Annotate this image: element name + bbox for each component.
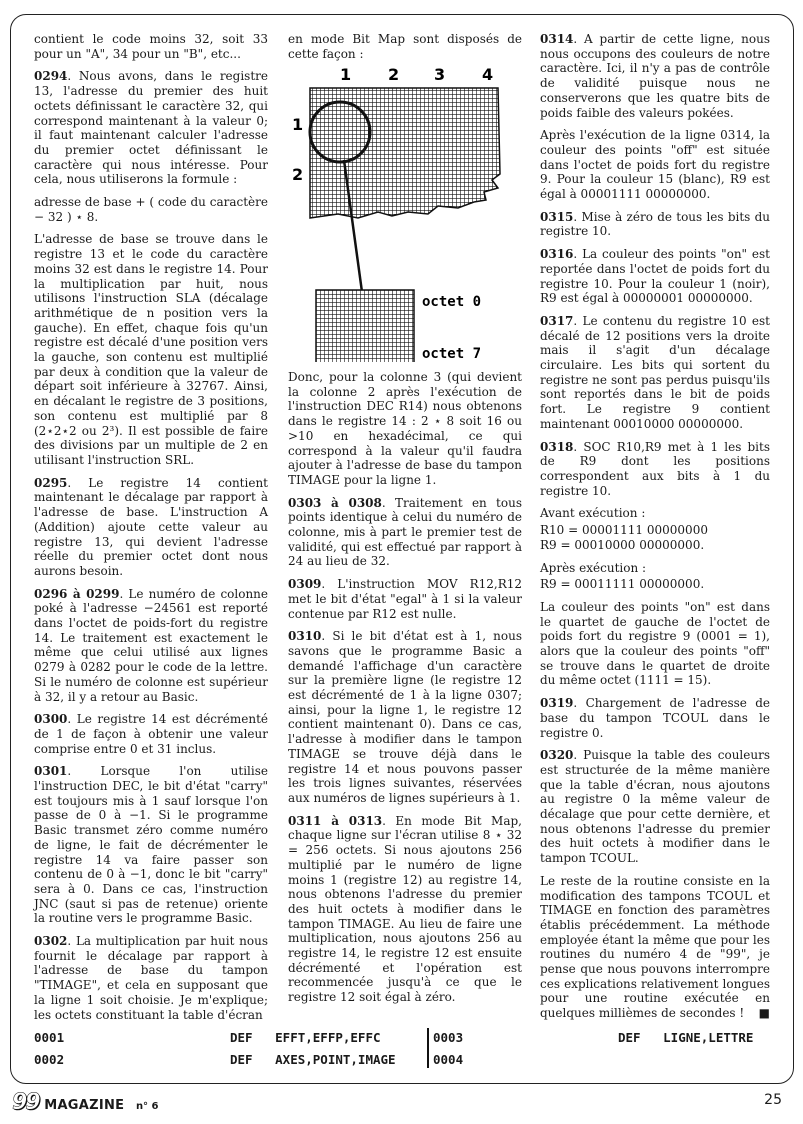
paragraph-0301: 0301. Lorsque l'on utilise l'instruction DEC, le bit d'état "carry" est toujours mis à 1 sauf lorsque l'on passe de 0 à −1. Si le programme Basic transmet zéro comme numéro de ligne, le fait de décrémenter le registre 14 va faire passer son contenu de 0 à −1, donc le bit "carry" sera à 0. Dans ce cas, l'instruction JNC (saut si pas de retenue) oriente la routine vers le programme Basic.: [34, 764, 268, 926]
paragraph-0294: 0294. Nous avons, dans le registre 13, l'adresse du premier des huit octets définissant le caractère 32, qui correspond maintenant à la valeur 0; il faut maintenant calculer l'adresse du premier octet définissant le caractère qui nous intéresse. Pour cela, nous utiliserons la formule :: [34, 69, 268, 187]
listing-code: DEF AXES,POINT,IMAGE: [230, 1052, 396, 1067]
listing-code: DEF LIGNE,LETTRE: [618, 1030, 754, 1045]
paragraph-0311: 0311 à 0313. En mode Bit Map, chaque ligne sur l'écran utilise 8 ⋆ 32 = 256 octets. Si nous ajoutons 256 multiplié par le numéro de ligne moins 1 (registre 12) au registre 14, nous obtenons l'adresse du premier des huit octets à modifier dans le tampon TIMAGE. Au lieu de faire une multiplication, nous ajoutons 256 au registre 14, le registre 12 est ensuite décrémenté et l'opération est recommencée jusqu'à ce que le registre 12 soit égal à zéro.: [288, 813, 522, 1005]
logo-text: MAGAZINE: [44, 1098, 125, 1113]
paragraph: La couleur des points "on" est dans le quartet de gauche de l'octet de poids fort du registre 9 (0001 = 1), alors que la couleur des points "off" se trouve dans le quartet de droite du même octet (1111 = 15).: [540, 599, 770, 688]
listing-line-number: 0004: [433, 1052, 464, 1067]
listing-line-number: 0001: [34, 1030, 65, 1045]
fig-col-label: 1: [340, 65, 352, 84]
listing-divider: [427, 1028, 429, 1068]
octet-grid: [316, 290, 414, 362]
fig-col-label: 3: [434, 65, 446, 84]
page-footer: [12, 1090, 792, 1116]
paragraph: Avant exécution :: [540, 506, 646, 521]
paragraph-0316: 0316. La couleur des points "on" est reportée dans l'octet de poids fort du registre 10. Pour la couleur 1 (noir), R9 est égal à 00000001 00000000.: [540, 247, 770, 306]
listing-code: DEF EFFT,EFFP,EFFC: [230, 1030, 381, 1045]
fig-col-label: 2: [388, 65, 400, 84]
paragraph: Donc, pour la colonne 3 (qui devient la colonne 2 après l'exécution de l'instruction DEC R14) nous obtenons dans le registre 14 : 2 ⋆ 8 soit 16 ou >10 en hexadécimal, ce qui correspond à la valeur qu'il faudra ajouter à l'adresse de base du tampon TIMAGE pour la ligne 1.: [288, 370, 522, 487]
fig-octet-0: octet 0: [422, 294, 482, 310]
paragraph: Après l'exécution de la ligne 0314, la couleur des points "off" est située dans l'octet de poids fort du registre 9. Pour la couleur 15 (blanc), R9 est égal à 00001111 00000000.: [540, 128, 770, 202]
bitmap-screen-grid: [310, 88, 500, 218]
paragraph-0295: 0295. Le registre 14 contient maintenant le décalage par rapport à l'adresse de base. L'instruction A (Addition) ajoute cette valeur au registre 13, qui devient l'adresse réelle du premier octet dont nous aurons besoin.: [34, 475, 268, 578]
column-2-text: [288, 370, 522, 1013]
column-3: [540, 32, 770, 1029]
paragraph-0302: 0302. La multiplication par huit nous fournit le décalage par rapport à l'adresse de base du tampon "TIMAGE", et cela en supposant que la ligne 1 soit choisie. Je m'explique; les octets constituant la table d'écran: [34, 934, 268, 1022]
register-line: R9 = 00011111 00000000.: [540, 577, 705, 592]
bitmap-diagram: [288, 62, 522, 362]
logo-number: 99: [12, 1090, 39, 1115]
register-line: R10 = 00001111 00000000: [540, 523, 708, 538]
paragraph: en mode Bit Map sont disposés de cette façon :: [288, 32, 522, 61]
paragraph-0319: 0319. Chargement de l'adresse de base du tampon TCOUL dans le registre 0.: [540, 696, 770, 740]
end-mark: ■: [758, 1006, 770, 1021]
paragraph: Après exécution :: [540, 560, 647, 575]
fig-row-label: 1: [292, 115, 304, 134]
paragraph-0303: 0303 à 0308. Traitement en tous points identique à celui du numéro de colonne, mis à part le premier test de validité, qui est effectué par rapport à 24 au lieu de 32.: [288, 495, 522, 569]
paragraph-0309: 0309. L'instruction MOV R12,R12 met le bit d'état "egal" à 1 si la valeur contenue par R12 est nulle.: [288, 577, 522, 621]
paragraph-0300: 0300. Le registre 14 est décrémenté de 1 de façon à obtenir une valeur comprise entre 0 et 31 inclus.: [34, 712, 268, 756]
fig-row-label: 2: [292, 165, 304, 184]
paragraph-0315: 0315. Mise à zéro de tous les bits du registre 10.: [540, 209, 770, 239]
code-listing: [34, 1026, 774, 1070]
register-line: R9 = 00010000 00000000.: [540, 537, 705, 552]
paragraph: contient le code moins 32, soit 33 pour un "A", 34 pour un "B", etc...: [34, 32, 268, 61]
paragraph: Le reste de la routine consiste en la modification des tampons TCOUL et TIMAGE en fonction des paramètres établis précédemment. La méthode employée étant la même que pour les routines du numéro 4 de "99", je pense que nous pouvons interrompre ces explications relativement longues pour une routine exécutée en quelques millièmes de secondes ! ■: [540, 873, 770, 1021]
paragraph-0296: 0296 à 0299. Le numéro de colonne poké à l'adresse −24561 est reporté dans l'octet de poids-fort du registre 14. Le traitement est exactement le même que celui utilisé aux lignes 0279 à 0282 pour le code de la lettre. Si le numéro de colonne est supérieur à 32, il y a retour au Basic.: [34, 586, 269, 704]
paragraph: L'adresse de base se trouve dans le registre 13 et le code du caractère moins 32 est dans le registre 14. Pour la multiplication par huit, nous utilisons l'instruction SLA (décalage arithmétique de n position vers la gauche). En effet, chaque fois qu'un registre est décalé d'une position vers la gauche, son contenu est multiplié par deux à condition que la valeur de départ soit inférieure à 32767. Ainsi, en décalant le registre de 3 positions, son contenu est multiplié par 8 (2⋆2⋆2 ou 2³). Il est possible de faire des divisions par un multiple de 2 en utilisant l'instruction SRL.: [34, 232, 268, 467]
paragraph-0317: 0317. Le contenu du registre 10 est décalé de 12 positions vers la droite mais il s'agit d'un décalage circulaire. Les bits qui sortent du registre ne sont pas perdus puisqu'ils sont reportés dans le bit de poids fort. Le registre 9 contient maintenant 00010000 00000000.: [540, 313, 770, 431]
listing-line-number: 0002: [34, 1052, 65, 1067]
fig-col-label: 4: [482, 65, 494, 84]
issue-number: n° 6: [135, 1101, 159, 1112]
listing-line-number: 0003: [433, 1030, 464, 1045]
column-1: [34, 32, 268, 1030]
formula: adresse de base + ( code du caractère − 32 ) ⋆ 8.: [34, 195, 268, 224]
paragraph-0320: 0320. Puisque la table des couleurs est structurée de la même manière que la table d'écran, nous ajoutons au registre 0 la même valeur de décalage que pour cette dernière, et nous obtenons l'adresse du premier des huit octets à modifier dans le tampon TCOUL.: [540, 748, 770, 866]
column-2: [288, 32, 522, 1005]
paragraph-0310: 0310. Si le bit d'état est à 1, nous savons que le programme Basic a demandé l'affichage d'un caractère sur la première ligne (le registre 12 est décrémenté de 1 à la ligne 0307; ainsi, pour la ligne 1, le registre 12 contient maintenant 0). Dans ce cas, l'adresse à modifier dans le tampon TIMAGE se trouve déjà dans le registre 14 et nous pouvons passer les trois lignes suivantes, réservées aux numéros de lignes supérieurs à 1.: [288, 629, 522, 805]
page-number: 25: [764, 1092, 782, 1108]
paragraph-0314: 0314. A partir de cette ligne, nous nous occupons des couleurs de notre caractère. Ici, il n'y a pas de contrôle de validité puisque nous ne conserverons que les quatre bits de poids faible des valeurs pokées.: [540, 32, 770, 120]
fig-octet-7: octet 7: [422, 346, 482, 362]
magazine-logo: [12, 1090, 159, 1115]
paragraph-0318: 0318. SOC R10,R9 met à 1 les bits de R9 dont les positions correspondent aux bits à 1 du registre 10.: [540, 439, 770, 498]
